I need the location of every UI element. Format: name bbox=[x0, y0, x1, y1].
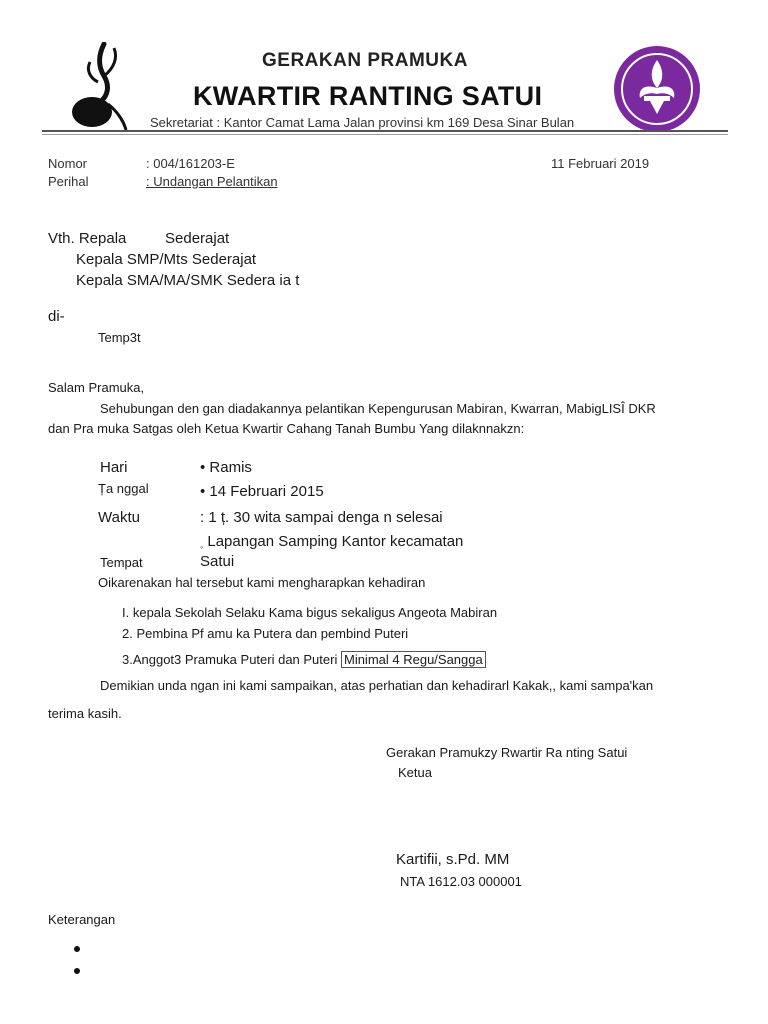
nomor-value: : 004/161203-E bbox=[146, 156, 235, 171]
pramuka-tunas-kelapa-logo bbox=[68, 42, 128, 137]
signature-nta: NTA 1612.03 000001 bbox=[400, 874, 522, 889]
hari-label: Hari bbox=[100, 459, 128, 476]
lokasi-value bbox=[200, 533, 463, 552]
signature-role: Ketua bbox=[398, 765, 432, 780]
invite-item-3-note: Minimal 4 Regu/Sangga bbox=[341, 651, 486, 668]
invite-item-2: 2. Pembina Pf amu ka Putera dan pembind Puteri bbox=[122, 626, 409, 641]
perihal-value: : Undangan Pelantikan bbox=[146, 174, 278, 189]
invite-item-1: I. kepala Sekolah Selaku Kama bigus sekaligus Angeota Mabiran bbox=[122, 605, 498, 620]
paragraph1-line1: Sehubungan den gan diadakannya pelantikan Kepengurusan Mabiran, Kwarran, MabigLISÎ DKR bbox=[100, 401, 656, 416]
greeting: Salam Pramuka, bbox=[48, 380, 145, 395]
addressee-di: di- bbox=[48, 308, 65, 325]
tanggal-label: Ța nggal bbox=[98, 481, 149, 496]
waktu-value: : 1 ț. 30 wita sampai denga n selesai bbox=[200, 509, 443, 526]
addressee-line1: Vth. Repala bbox=[48, 230, 127, 247]
letter-date: 11 Februari 2019 bbox=[551, 156, 650, 171]
tempat-label: Tempat bbox=[100, 555, 143, 570]
bullet-2 bbox=[74, 968, 80, 974]
bullet-1 bbox=[74, 946, 80, 952]
header-divider-thin bbox=[42, 134, 728, 135]
secretariat-address: Sekretariat : Kantor Camat Lama Jalan provinsi km 169 Desa Sinar Bulan bbox=[150, 115, 575, 130]
invite-intro: Oikarenakan hal tersebut kami mengharapkan kehadiran bbox=[98, 575, 426, 590]
addressee-tempat: Temp3t bbox=[98, 330, 141, 345]
waktu-label: Waktu bbox=[98, 509, 140, 526]
hari-value: • Ramis bbox=[200, 459, 252, 476]
closing-line2: terima kasih. bbox=[48, 706, 122, 721]
nomor-label: Nomor bbox=[48, 156, 88, 171]
invite-item-3-text: 3.Anggot3 Pramuka Puteri dan Puteri bbox=[122, 652, 338, 667]
invite-item-3 bbox=[122, 652, 486, 667]
org-title: KWARTIR RANTING SATUI bbox=[193, 81, 543, 111]
header-divider bbox=[42, 130, 728, 132]
addressee-line1-suffix: Sederajat bbox=[165, 230, 230, 247]
perihal-label: Perihal bbox=[48, 174, 89, 189]
keterangan-label: Keterangan bbox=[48, 912, 116, 927]
org-line1: GERAKAN PRAMUKA bbox=[262, 50, 468, 71]
addressee-line2: Kepala SMP/Mts Sederajat bbox=[76, 251, 257, 268]
kwartir-emblem bbox=[612, 44, 702, 139]
dot-mark: ◦ bbox=[200, 542, 204, 552]
tempat-value: Satui bbox=[200, 553, 235, 570]
closing-line1: Demikian unda ngan ini kami sampaikan, atas perhatian dan kehadirarl Kakak,, kami sampa'kan bbox=[100, 678, 654, 693]
paragraph1-line2: dan Pra muka Satgas oleh Ketua Kwartir Cahang Tanah Bumbu Yang dilaknnakzn: bbox=[48, 421, 525, 436]
signature-org: Gerakan Pramukzy Rwartir Ra nting Satui bbox=[386, 745, 628, 760]
lokasi-text: Lapangan Samping Kantor kecamatan bbox=[207, 533, 464, 550]
tanggal-value: • 14 Februari 2015 bbox=[200, 483, 324, 500]
signature-name: Kartifii, s.Pd. MM bbox=[396, 851, 510, 868]
addressee-line3: Kepala SMA/MA/SMK Sedera ia t bbox=[76, 272, 300, 289]
